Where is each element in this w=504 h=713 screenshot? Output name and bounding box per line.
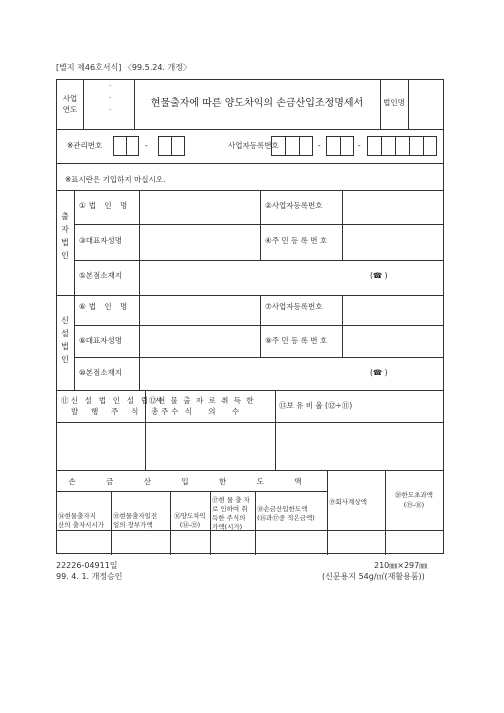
form-number: [별지 제46호서식] 〈99.5.24. 개정〉 (56, 63, 191, 72)
biz-reg-box-1[interactable] (271, 136, 313, 156)
section-char: 법 (61, 342, 69, 351)
col20-line1: ⑳한도초과액 (395, 491, 433, 499)
dot-mark: ` (109, 85, 112, 92)
form-code: 22226-04911일 (56, 561, 118, 570)
col14-line1: ⑭현물출자지 (58, 512, 96, 520)
dash: - (318, 141, 321, 150)
paper-size: 210㎜×297㎜ (374, 561, 428, 570)
shares-col3: ⑬보 유 비 율 (⑫÷⑪) (279, 401, 353, 410)
investor-phone: (☎ ) (370, 271, 388, 280)
corp-name-label: 법인명 (383, 98, 405, 107)
col16-line2: (⑭-⑮) (179, 521, 201, 529)
col17-line3: 득한 주식의 (212, 514, 246, 522)
investor-id-label: ④주 민 등 록 번 호 (265, 236, 328, 245)
deduction-header: 손 금 산 입 한 도 액 (68, 477, 316, 486)
dash: - (358, 141, 361, 150)
shares-col1-line1: ⑪신 설 법 인 설 립 시 (61, 396, 165, 405)
notice-text: ※표시란은 기입하지 마십시오. (65, 175, 166, 184)
biz-reg-box-3[interactable] (367, 136, 437, 156)
col17-line2: 로 인하여 취 (212, 505, 248, 513)
section-char: 법 (61, 238, 69, 247)
mgmt-no-label: ※관리번호 (67, 141, 103, 150)
investor-biz-no-label: ②사업자등록번호 (265, 201, 323, 210)
biz-reg-label: 사업자등록번호 (228, 141, 279, 150)
year-label-2: 연도 (62, 105, 78, 114)
col16-line1: ⑯양도차익 (174, 512, 206, 520)
col15-line1: ⑮현물출자일전 (113, 512, 158, 520)
col17-line1: ⑰현 물 출 자 (212, 496, 250, 504)
approval-date: 99. 4. 1. 개정승인 (56, 572, 123, 581)
col18-line1: ⑱손금산입한도액 (257, 505, 308, 513)
newcorp-name-label: ⑥법 인 명 (79, 302, 131, 311)
shares-col1-line2: 발 행 주 식 총 수 (71, 407, 184, 416)
form-table (56, 79, 444, 554)
section-char: 출 (61, 212, 69, 221)
shares-col2-line1: ⑫현 물 출 자 로 취 득 한 (149, 396, 256, 405)
dot-mark: ` (109, 97, 112, 104)
section-char: 설 (61, 329, 69, 338)
investor-rep-label: ③대표자성명 (79, 236, 122, 245)
newcorp-id-label: ⑨주 민 등 록 번 호 (265, 336, 328, 345)
dot-mark: ` (109, 109, 112, 116)
investor-name-label: ①법 인 명 (79, 201, 131, 210)
year-label: 사업 (62, 94, 78, 103)
shares-col2-line2: 주 식 의 수 (161, 407, 247, 416)
newcorp-address-label: ⑩본점소재지 (79, 368, 122, 377)
newcorp-phone: (☎ ) (370, 368, 388, 377)
col14-line2: 산의 출자시시가 (58, 521, 105, 529)
investor-address-label: ⑤본점소재지 (79, 271, 122, 280)
section-char: 인 (61, 355, 69, 364)
form-title: 현물출자에 따른 양도차익의 손금산입조정명세서 (150, 98, 364, 109)
paper-type: (신문용지 54g/㎡(재활용품)) (322, 572, 425, 581)
section-char: 신 (61, 316, 69, 325)
col15-line2: 일의 장부가액 (113, 521, 153, 529)
dash: - (145, 141, 148, 150)
section-char: 인 (61, 251, 69, 260)
newcorp-biz-no-label: ⑦사업자등록번호 (265, 302, 323, 311)
col18-line2: (⑯과⑰중 적은금액) (257, 514, 315, 522)
col17-line4: 가액(시가) (212, 523, 243, 531)
col19: ⑲회사계상액 (329, 498, 367, 506)
newcorp-rep-label: ⑧대표자성명 (79, 336, 122, 345)
col20-line2: (⑲-⑱) (403, 501, 425, 509)
section-char: 자 (61, 225, 69, 234)
